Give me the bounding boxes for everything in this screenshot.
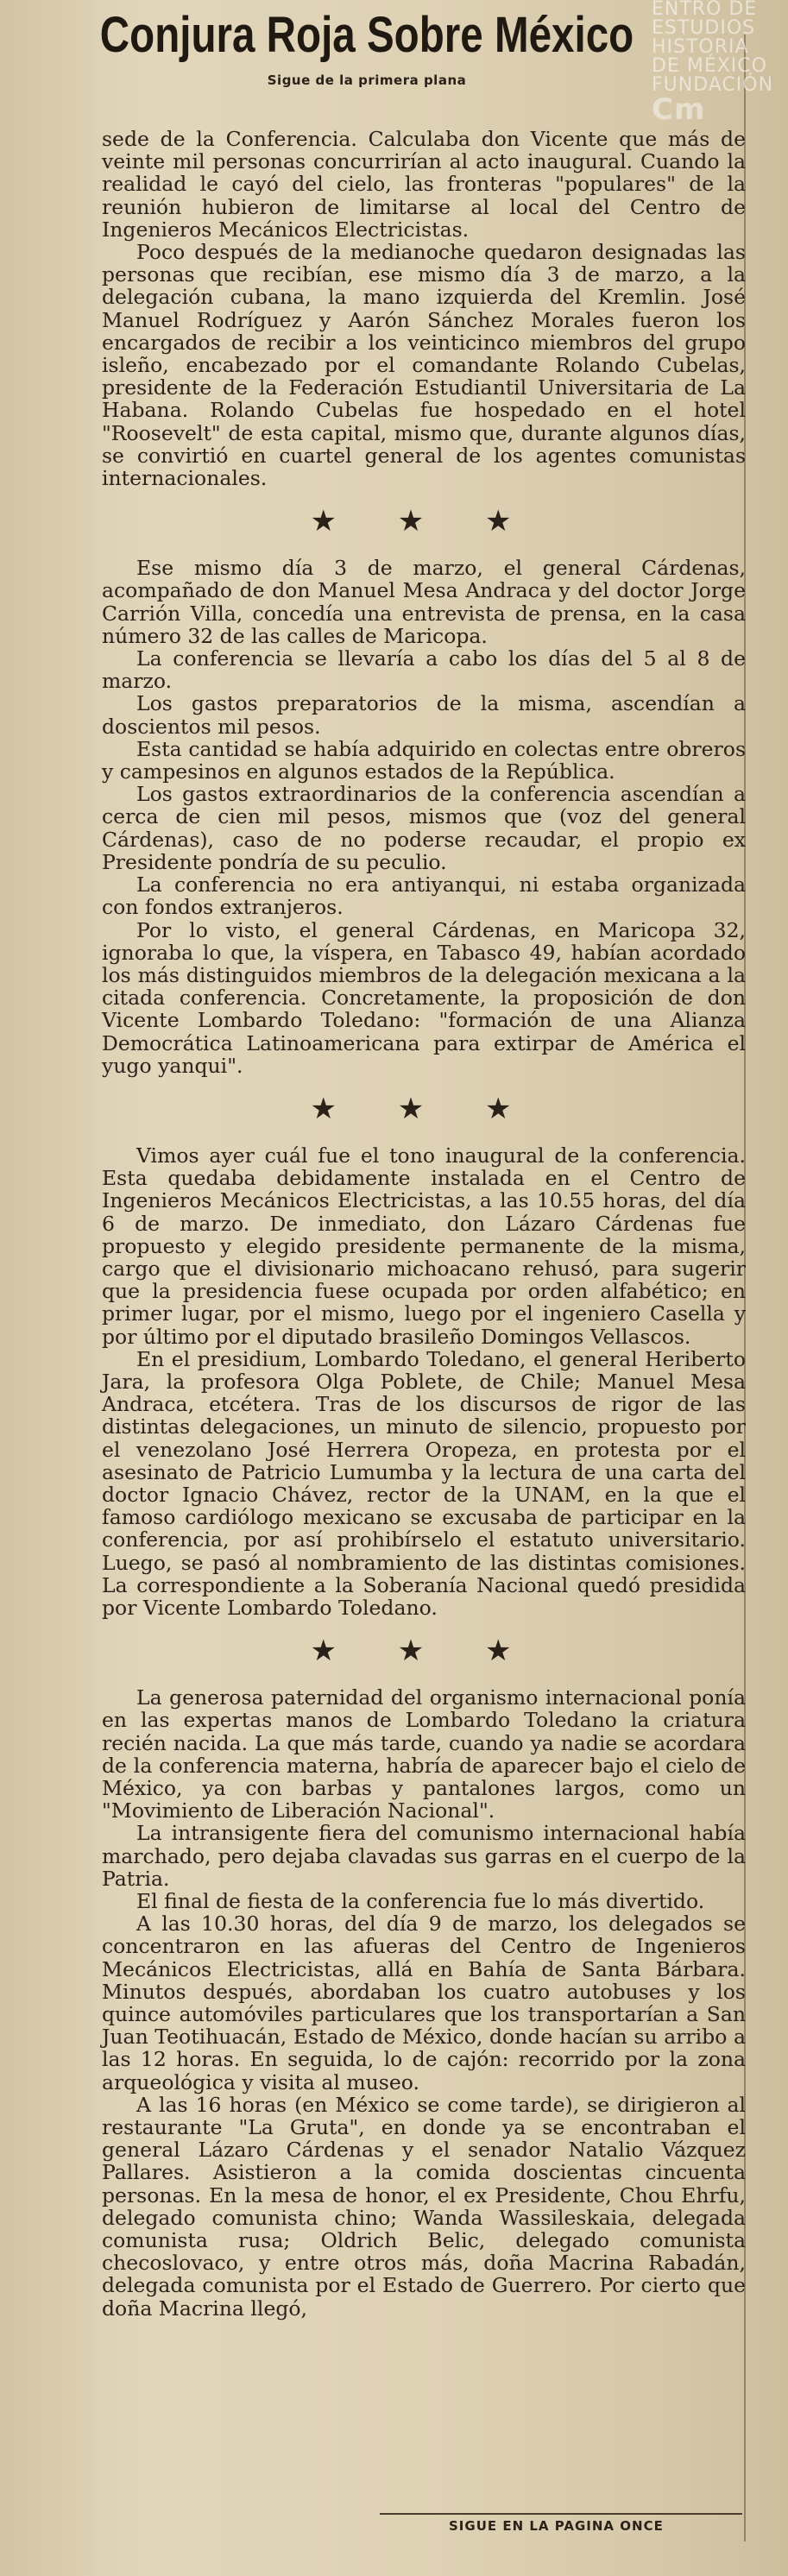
- paragraph: A las 10.30 horas, del día 9 de marzo, los delegados se concentraron en las afueras del Centro de Ingenieros Mecánicos Electricistas, allá en Bahía de Santa Bárbara. Minutos después, abordaban los cuatro autobuses y los quince automóviles particulares que los transportarían a San Juan Teotihuacán, Estado de México, donde hacían su arribo a las 12 horas. En seguida, lo de cajón: recorrido por la zona arqueológica y visita al museo.: [102, 1912, 746, 2094]
- paragraph: sede de la Conferencia. Calculaba don Vicente que más de veinte mil personas concurrirían al acto inaugural. Cuando la realidad le cayó del cielo, las fronteras "populares" de la reunión hubieron de limitarse al local del Centro de Ingenieros Mecánicos Electricistas.: [102, 127, 746, 242]
- paragraph: Poco después de la medianoche quedaron designadas las personas que recibían, ese mismo día 3 de marzo, a la delegación cubana, la mano izquierda del Kremlin. José Manuel Rodríguez y Aarón Sánchez Morales fueron los encargados de recibir a los veinticinco miembros del grupo isleño, encabezado por el comandante Rolando Cubelas, presidente de la Federación Estudiantil Universitaria de La Habana. Rolando Cubelas fue hospedado en el hotel "Roosevelt" de esta capital, mismo que, durante algunos días, se convirtió en cuartel general de los agentes comunistas internacionales.: [102, 240, 746, 491]
- paragraph: Esta cantidad se había adquirido en colectas entre obreros y campesinos en algunos estados de la República.: [102, 736, 746, 784]
- paragraph: En el presidium, Lombardo Toledano, el general Heriberto Jara, la profesora Olga Poblete, de Chile; Manuel Mesa Andraca, etcétera. Tras de los discursos de rigor de las distintas delegaciones, un minuto de silencio, propuesto por el venezolano José Herrera Oropeza, en protesta por el asesinato de Patricio Lumumba y la lectura de una carta del doctor Ignacio Chávez, rector de la UNAM, en la que el famoso cardiólogo mexicano se excusaba de participar en la conferencia, por así prohibírselo el estatuto universitario. Luego, se pasó al nombramiento de las distintas comisiones. La correspondiente a la Soberanía Nacional quedó presidida por Vicente Lombardo Toledano.: [102, 1346, 746, 1620]
- article-header: [0, 0, 734, 88]
- paragraph: A las 16 horas (en México se come tarde), se dirigieron al restaurante "La Gruta", en donde ya se encontraban el general Lázaro Cárdenas y el senador Natalio Vázquez Pallares. Asistieron a la comida doscientas cincuenta personas. En la mesa de honor, el ex Presidente, Chou Ehrfu, delegado comunista chino; Wanda Wassileskaia, delegada comunista rusa; Oldrich Belic, delegado comunista checoslovaco, y entre otros más, doña Macrina Rabadán, delegada comunista por el Estado de Guerrero. Por cierto que doña Macrina llegó,: [102, 2092, 746, 2321]
- paragraph: Los gastos preparatorios de la misma, ascendían a doscientos mil pesos.: [102, 691, 746, 739]
- continuation-note: Sigue de la primera plana: [267, 72, 467, 88]
- paragraph: Ese mismo día 3 de marzo, el general Cárdenas, acompañado de don Manuel Mesa Andraca y del doctor Jorge Carrión Villa, concedía una entrevista de prensa, en la casa número 32 de las calles de Maricopa.: [102, 556, 746, 648]
- section-separator: ★ ★ ★: [310, 1091, 538, 1126]
- paragraph: Por lo visto, el general Cárdenas, en Maricopa 32, ignoraba lo que, la víspera, en Tabasco 49, habían acordado los más distinguidos miembros de la delegación mexicana a la citada conferencia. Concretamente, la proposición de don Vicente Lombardo Toledano: "formación de una Alianza Democrática Latinoamericana para extirpar de América el yugo yanqui".: [102, 917, 746, 1078]
- continued-on-note: SIGUE EN LA PAGINA ONCE: [449, 2518, 664, 2534]
- article-body: [102, 128, 746, 2320]
- paragraph: La generosa paternidad del organismo internacional ponía en las expertas manos de Lombardo Toledano la criatura recién nacida. La que más tarde, cuando ya nadie se acordara de la conferencia materna, habría de aparecer bajo el cielo de México, ya con barbas y pantalones largos, como un "Movimiento de Liberación Nacional".: [102, 1685, 746, 1823]
- archive-watermark: ENTRO DE ESTUDIOS HISTORIA DE MÉXICO FUNDACIÓN Cm: [652, 0, 774, 127]
- left-margin: [0, 0, 95, 2576]
- section-separator: ★ ★ ★: [310, 504, 538, 539]
- headline: Conjura Roja Sobre México: [99, 7, 634, 63]
- paragraph: Vimos ayer cuál fue el tono inaugural de la conferencia. Esta quedaba debidamente instalada en el Centro de Ingenieros Mecánicos Electricistas, a las 10.55 horas, del día 6 de marzo. De inmediato, don Lázaro Cárdenas fue propuesto y elegido presidente permanente de la misma, cargo que el divisionario michoacano rehusó, para sugerir que la presidencia fuese ocupada por orden alfabético; en primer lugar, por el mismo, luego por el ingeniero Casella y por último por el diputado brasileño Domingos Vellascos.: [102, 1143, 746, 1349]
- paragraph: La intransigente fiera del comunismo internacional había marchado, pero dejaba clavadas sus garras en el cuerpo de la Patria.: [102, 1821, 746, 1891]
- paragraph: La conferencia no era antiyanqui, ni estaba organizada con fondos extranjeros.: [102, 872, 746, 920]
- footer-rule: [380, 2513, 742, 2515]
- section-separator: ★ ★ ★: [310, 1634, 538, 1669]
- paragraph: El final de fiesta de la conferencia fue lo más divertido.: [136, 1889, 705, 1914]
- paragraph: La conferencia se llevaría a cabo los días del 5 al 8 de marzo.: [102, 646, 746, 694]
- paragraph: Los gastos extraordinarios de la conferencia ascendían a cerca de cien mil pesos, mismos que (voz del general Cárdenas), caso de no poderse recaudar, el propio ex Presidente pondría de su peculio.: [102, 782, 746, 874]
